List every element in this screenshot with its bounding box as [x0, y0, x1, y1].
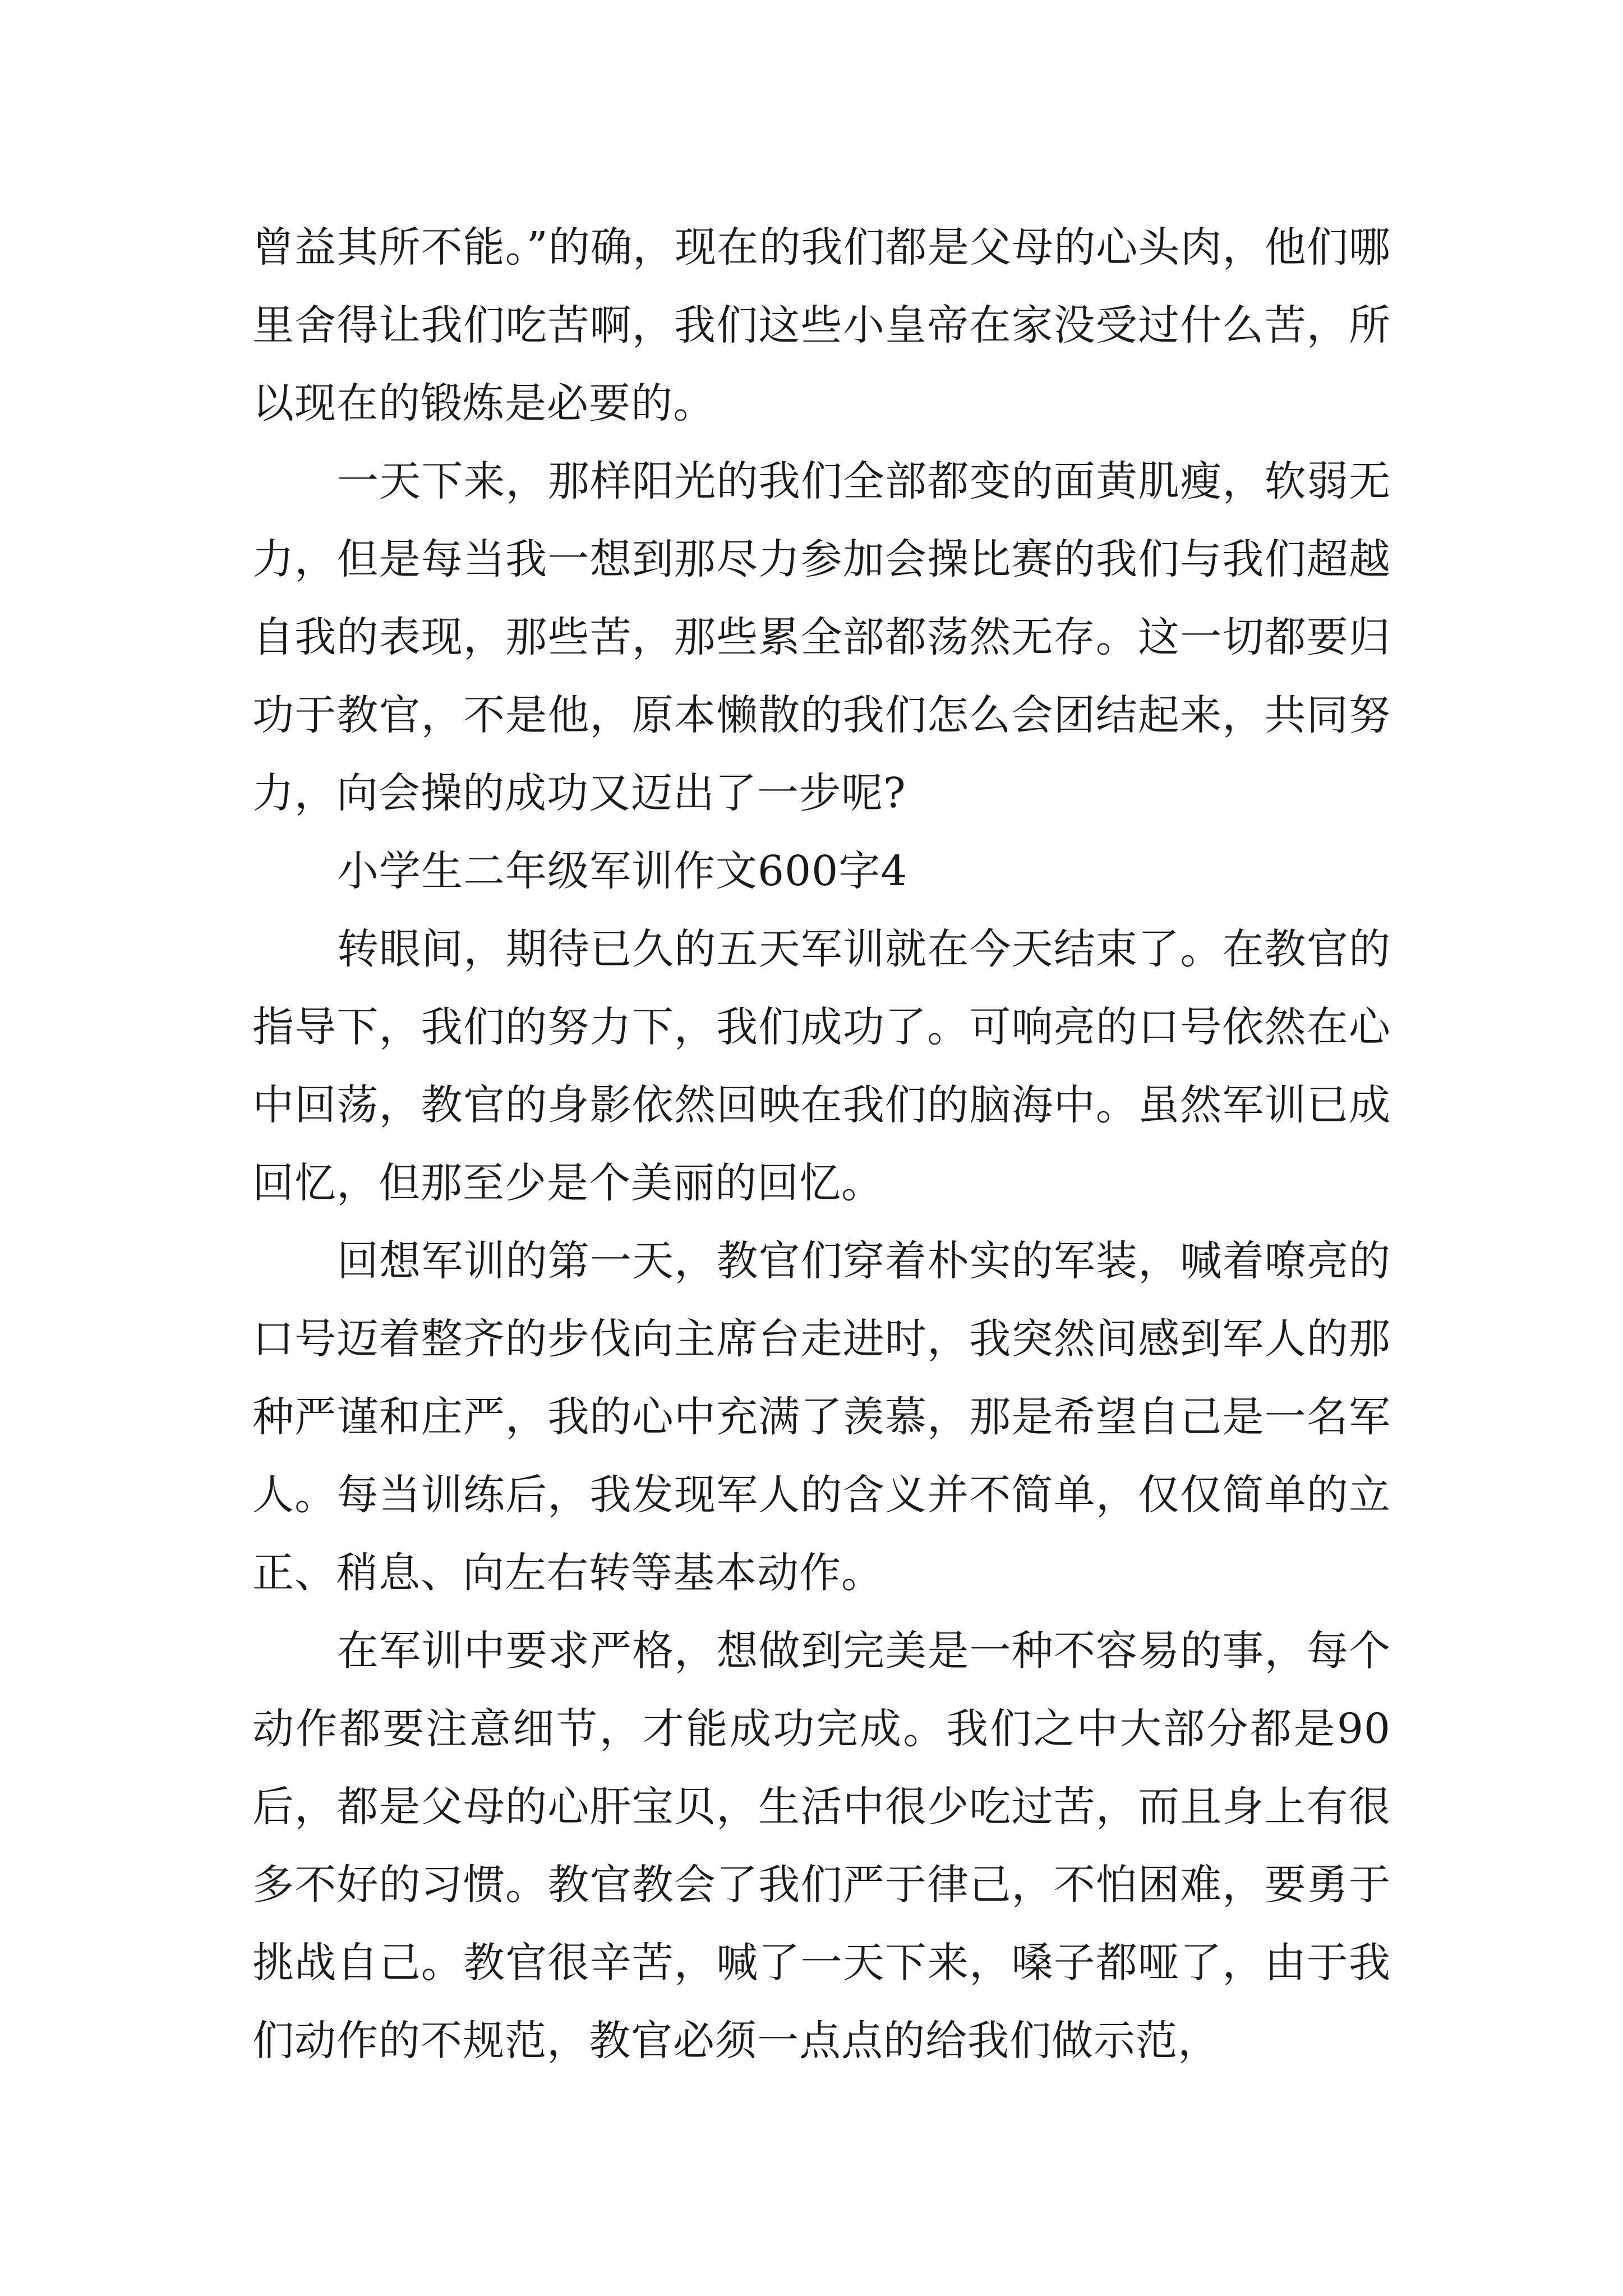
section-heading: 小学生二年级军训作文600字4	[337, 847, 908, 895]
paragraph: 在军训中要求严格，想做到完美是一种不容易的事，每个动作都要注意细节，才能成功完成。我们之中大部分都是90后，都是父母的心肝宝贝，生活中很少吃过苦，而且身上有很多不好的习惯。教官教会了我们严于律己，不怕困难，要勇于挑战自己。教官很辛苦，喊了一天下来，嗓子都哑了，由于我们动作的不规范，教官必须一点点的给我们做示范，	[252, 1627, 1391, 2065]
document-body	[252, 209, 1391, 2080]
paragraph: 转眼间，期待已久的五天军训就在今天结束了。在教官的指导下，我们的努力下，我们成功了。可响亮的口号依然在心中回荡，教官的身影依然回映在我们的脑海中。虽然军训已成回忆，但那至少是个美丽的回忆。	[252, 925, 1391, 1207]
paragraph: 回想军训的第一天，教官们穿着朴实的军装，喊着嘹亮的口号迈着整齐的步伐向主席台走进时，我突然间感到军人的那种严谨和庄严，我的心中充满了羡慕，那是希望自己是一名军人。每当训练后，我发现军人的含义并不简单，仅仅简单的立正、稍息、向左右转等基本动作。	[252, 1237, 1391, 1597]
paragraph: 一天下来，那样阳光的我们全部都变的面黄肌瘦，软弱无力，但是每当我一想到那尽力参加会操比赛的我们与我们超越自我的表现，那些苦，那些累全部都荡然无存。这一切都要归功于教官，不是他，原本懒散的我们怎么会团结起来，共同努力，向会操的成功又迈出了一步呢?	[252, 457, 1391, 817]
paragraph-continuation: 曾益其所不能。”的确，现在的我们都是父母的心头肉，他们哪里舍得让我们吃苦啊，我们这些小皇帝在家没受过什么苦，所以现在的锻炼是必要的。	[252, 223, 1391, 427]
